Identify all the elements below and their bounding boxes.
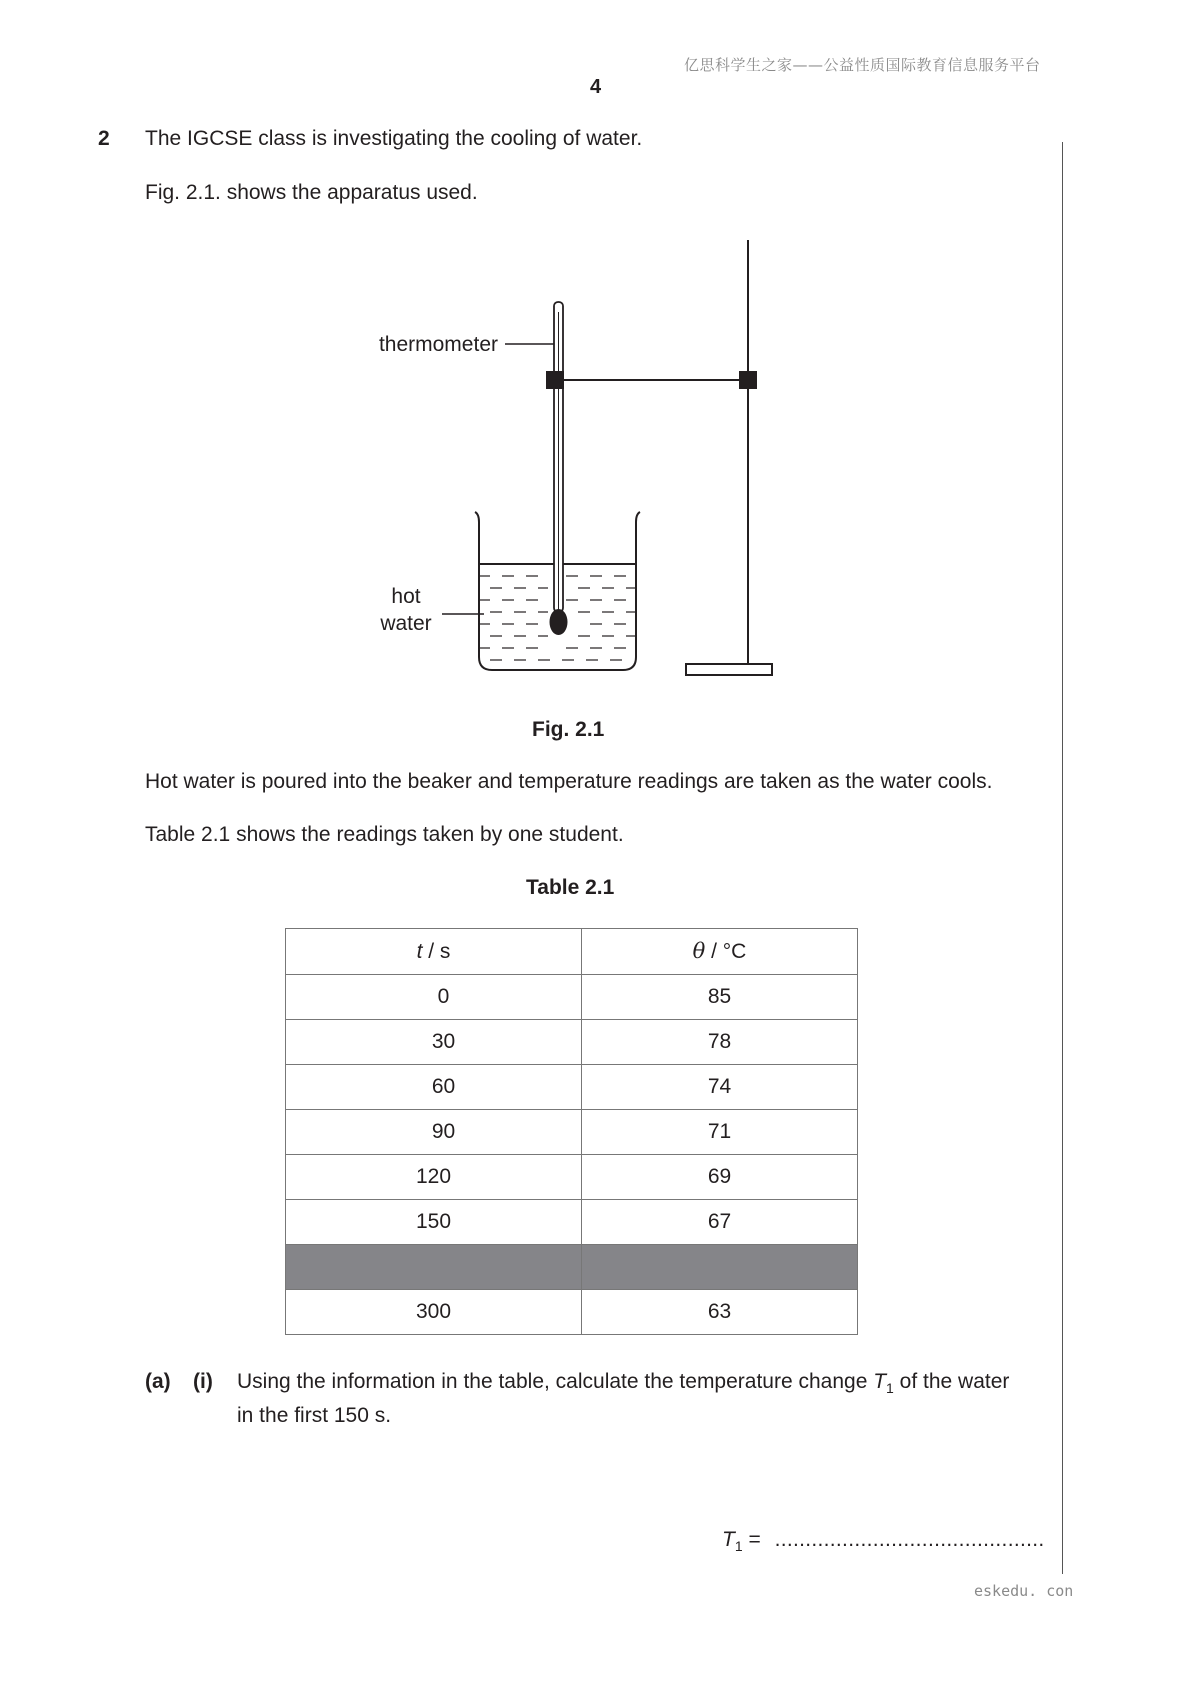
time-cell: 0 xyxy=(286,975,582,1020)
table-row xyxy=(286,1110,858,1155)
time-cell xyxy=(286,1245,582,1290)
answer-blank[interactable]: ............................................ xyxy=(774,1528,1045,1551)
time-cell: 90 xyxy=(286,1110,582,1155)
part-a-label: (a) xyxy=(145,1370,171,1393)
hot-label: hot xyxy=(391,585,421,608)
table-row xyxy=(286,1155,858,1200)
table-caption: Table 2.1 xyxy=(526,876,615,899)
page-number: 4 xyxy=(590,76,602,98)
temperature-cell: 85 xyxy=(581,975,857,1020)
header-time: t / s xyxy=(286,929,582,975)
header-watermark: 亿思科学生之家——公益性质国际教育信息服务平台 xyxy=(684,56,1041,74)
temperature-cell: 67 xyxy=(581,1200,857,1245)
water-label: water xyxy=(380,612,432,635)
figure-caption: Fig. 2.1 xyxy=(532,718,605,741)
question-number: 2 xyxy=(98,127,110,150)
footer-watermark: eskedu. con xyxy=(974,1582,1074,1600)
thermometer-bulb xyxy=(550,609,568,635)
table-row xyxy=(286,975,858,1020)
retort-stand-base xyxy=(686,664,772,675)
time-cell: 60 xyxy=(286,1065,582,1110)
table-header-row xyxy=(286,929,858,975)
apparatus-diagram xyxy=(360,232,780,692)
time-cell: 150 xyxy=(286,1200,582,1245)
paragraph-1: Hot water is poured into the beaker and temperature readings are taken as the water cools. xyxy=(145,770,993,793)
temperature-cell: 74 xyxy=(581,1065,857,1110)
answer-line: $T_1$ = ............................................ xyxy=(722,1528,1045,1555)
readings-table xyxy=(285,928,858,1335)
header-temperature: θ / °C xyxy=(581,929,857,975)
clamp-boss-right xyxy=(739,371,757,389)
table-row xyxy=(286,1020,858,1065)
temperature-cell xyxy=(581,1245,857,1290)
table-row-shaded xyxy=(286,1245,858,1290)
time-cell: 30 xyxy=(286,1020,582,1065)
margin-rule xyxy=(1062,142,1063,1574)
table-row xyxy=(286,1290,858,1335)
thermometer-label: thermometer xyxy=(378,333,498,356)
time-cell: 300 xyxy=(286,1290,582,1335)
paragraph-2: Table 2.1 shows the readings taken by one student. xyxy=(145,823,624,846)
question-intro: The IGCSE class is investigating the cooling of water. xyxy=(145,127,643,150)
figure-intro: Fig. 2.1. shows the apparatus used. xyxy=(145,181,478,204)
table-row xyxy=(286,1065,858,1110)
temperature-cell: 78 xyxy=(581,1020,857,1065)
part-a-question: Using the information in the table, calculate the temperature change $T_1$ of the water in the first 150 s. xyxy=(237,1370,1010,1428)
table-row xyxy=(286,1200,858,1245)
temperature-cell: 69 xyxy=(581,1155,857,1200)
part-i-label: (i) xyxy=(193,1370,213,1393)
temperature-cell: 63 xyxy=(581,1290,857,1335)
time-cell: 120 xyxy=(286,1155,582,1200)
temperature-cell: 71 xyxy=(581,1110,857,1155)
